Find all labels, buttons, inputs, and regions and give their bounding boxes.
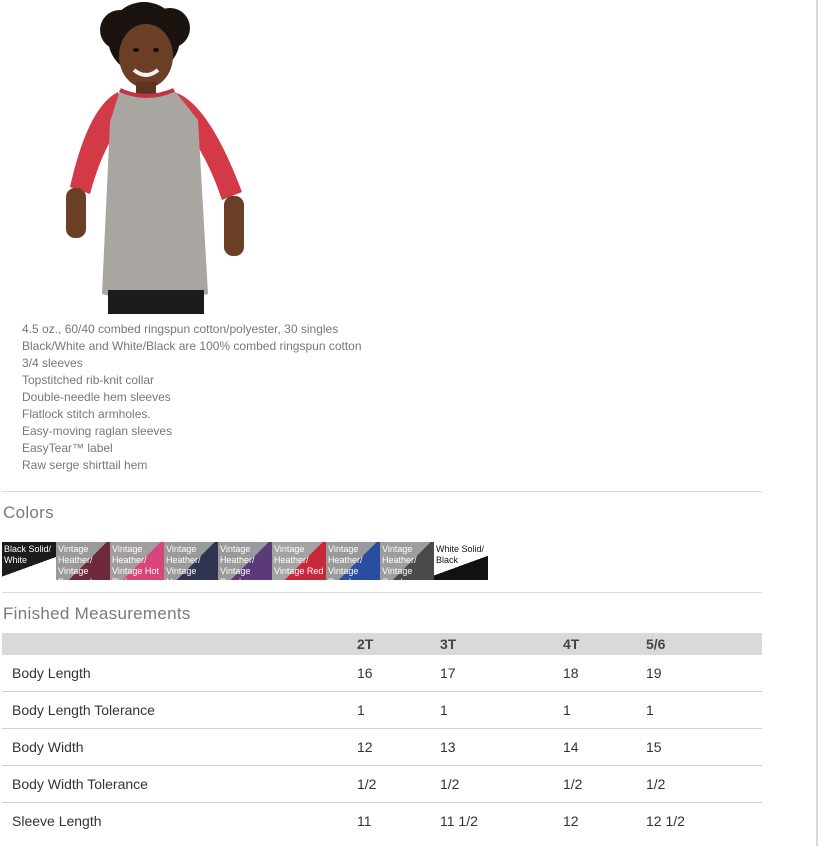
measurements-table <box>2 633 762 839</box>
color-swatch[interactable] <box>110 542 164 587</box>
colors-heading: Colors <box>3 503 54 522</box>
color-swatch[interactable] <box>326 542 380 587</box>
column-header: 4T <box>563 636 580 652</box>
color-swatch[interactable] <box>56 542 110 587</box>
table-cell: 1 <box>440 692 563 729</box>
feature-item: Topstitched rib-knit collar <box>22 373 155 387</box>
section-divider <box>2 491 762 492</box>
feature-item: Raw serge shirttail hem <box>22 458 148 472</box>
feature-item: 3/4 sleeves <box>22 356 83 370</box>
feature-item: EasyTear™ label <box>22 441 113 455</box>
color-swatch[interactable] <box>434 542 488 580</box>
measurements-heading: Finished Measurements <box>3 604 191 623</box>
table-cell: 14 <box>563 729 646 766</box>
row-label: Sleeve Length <box>12 813 102 829</box>
row-label: Body Width Tolerance <box>2 766 357 803</box>
table-row <box>2 655 762 692</box>
color-swatch-label: Vintage Heather/ Vintage Red <box>274 544 324 576</box>
color-swatch-label: Black Solid/ White <box>4 544 52 565</box>
table-row <box>2 803 762 840</box>
feature-list <box>22 321 362 474</box>
table-cell: 1/2 <box>357 766 440 803</box>
column-header: 3T <box>440 636 457 652</box>
color-swatch-label: Vintage Heather/ Vintage Hot Pink <box>112 544 159 587</box>
color-swatch[interactable] <box>272 542 326 580</box>
color-swatch[interactable] <box>380 542 434 587</box>
column-header <box>2 633 357 655</box>
feature-item: Double-needle hem sleeves <box>22 390 171 404</box>
table-cell: 1/2 <box>440 766 563 803</box>
table-cell: 11 <box>357 813 372 829</box>
row-label: Body Width <box>2 729 357 766</box>
color-swatch-label: Vintage Heather/ Vintage Smoke <box>382 544 417 587</box>
product-photo <box>48 2 258 314</box>
color-swatch[interactable] <box>2 542 56 580</box>
feature-item: 4.5 oz., 60/40 combed ringspun cotton/polyester, 30 singles <box>22 322 339 336</box>
table-row <box>2 729 762 766</box>
color-swatch-label: Vintage Heather/ Vintage Royal <box>328 544 363 587</box>
row-label: Body Length <box>2 655 357 692</box>
table-cell: 16 <box>357 655 440 692</box>
color-swatch[interactable] <box>218 542 272 587</box>
color-swatch-label: Vintage Heather/ Vintage Navy <box>166 544 201 587</box>
table-row <box>2 766 762 803</box>
table-cell: 18 <box>563 655 646 692</box>
color-swatch-list <box>2 542 488 587</box>
section-divider <box>2 592 762 593</box>
table-cell: 12 <box>357 729 440 766</box>
table-cell: 12 <box>563 813 579 829</box>
table-header-row <box>2 633 762 655</box>
color-swatch[interactable] <box>164 542 218 587</box>
table-cell: 1/2 <box>563 766 646 803</box>
color-swatch-label: Vintage Heather/ Vintage Purple <box>220 544 255 587</box>
table-cell: 19 <box>646 655 762 692</box>
color-swatch-label: White Solid/ Black <box>436 544 485 565</box>
color-swatch-label: Vintage Heather/ Vintage Burgundy <box>58 544 97 587</box>
table-cell: 15 <box>646 729 762 766</box>
table-cell: 1 <box>563 692 646 729</box>
feature-item: Easy-moving raglan sleeves <box>22 424 173 438</box>
table-cell: 1/2 <box>646 766 762 803</box>
table-row <box>2 692 762 729</box>
feature-item: Black/White and White/Black are 100% combed ringspun cotton <box>22 339 362 353</box>
table-cell: 13 <box>440 729 563 766</box>
column-header: 5/6 <box>646 636 666 652</box>
feature-item: Flatlock stitch armholes. <box>22 407 151 421</box>
table-cell: 1 <box>646 692 762 729</box>
column-header: 2T <box>357 636 374 652</box>
row-label: Body Length Tolerance <box>2 692 357 729</box>
table-cell: 11 1/2 <box>440 813 478 829</box>
table-cell: 17 <box>440 655 563 692</box>
table-cell: 1 <box>357 692 440 729</box>
table-cell: 12 1/2 <box>646 813 685 829</box>
